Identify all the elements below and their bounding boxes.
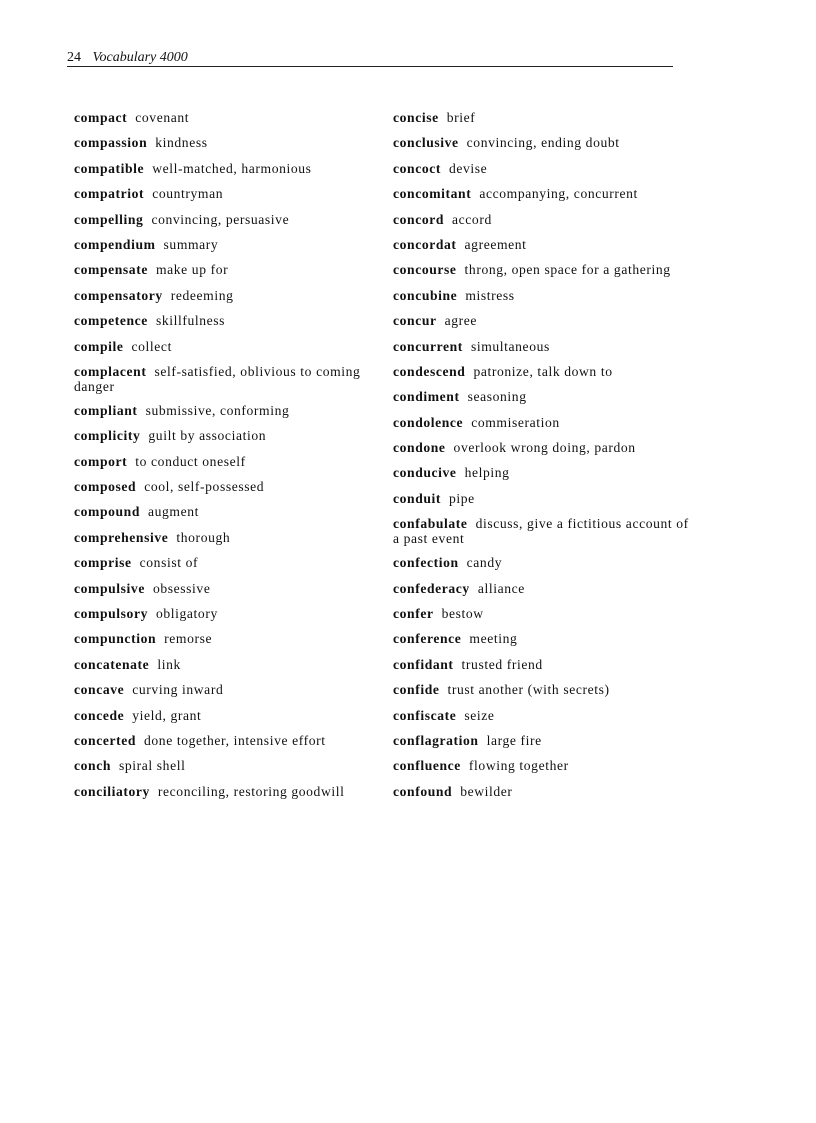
vocabulary-entry [393, 440, 693, 455]
entry-term: concurrent [393, 338, 463, 354]
vocabulary-entry [393, 758, 693, 773]
vocabulary-entry [393, 516, 693, 546]
entry-definition: covenant [135, 110, 190, 125]
entry-term: condone [393, 440, 446, 456]
vocabulary-entry [393, 415, 693, 430]
vocabulary-entry [393, 186, 693, 201]
entry-term: concordat [393, 236, 457, 252]
entry-term: compendium [74, 236, 156, 252]
entry-definition: submissive, conforming [145, 402, 290, 418]
entry-definition: devise [448, 160, 488, 176]
vocabulary-entry [74, 733, 374, 748]
vocabulary-entry [393, 237, 693, 252]
entry-definition: link [157, 656, 181, 672]
vocabulary-entry [393, 784, 693, 799]
entry-definition: make up for [155, 262, 229, 278]
entry-term: compassion [74, 135, 148, 151]
entry-term: compunction [74, 631, 157, 647]
entry-definition: bestow [441, 606, 484, 622]
vocabulary-entry [74, 784, 374, 799]
entry-term: concoct [393, 160, 441, 176]
right-column [393, 110, 693, 809]
entry-definition: curving inward [132, 682, 224, 698]
entry-term: compensatory [74, 287, 163, 303]
entry-definition: candy [466, 555, 503, 571]
entry-term: compatible [74, 160, 145, 176]
entry-definition: seize [464, 707, 495, 723]
entry-definition: bewilder [460, 783, 513, 799]
vocabulary-entry [74, 581, 374, 596]
vocabulary-entry [74, 364, 374, 394]
vocabulary-entry [393, 733, 693, 748]
vocabulary-entry [74, 262, 374, 277]
vocabulary-entry [74, 682, 374, 697]
vocabulary-entry [74, 161, 374, 176]
vocabulary-entry [393, 288, 693, 303]
entry-definition: convincing, persuasive [151, 211, 290, 227]
vocabulary-entry [74, 555, 374, 570]
vocabulary-entry [393, 606, 693, 621]
entry-definition: accord [452, 211, 492, 227]
vocabulary-entry [393, 389, 693, 404]
entry-term: compile [74, 338, 124, 354]
vocabulary-entry [74, 428, 374, 443]
entry-term: confidant [393, 656, 454, 672]
vocabulary-entry [74, 186, 374, 201]
vocabulary-entry [74, 479, 374, 494]
entry-definition: simultaneous [470, 338, 550, 354]
page-number: 24 [67, 50, 81, 65]
entry-term: compulsory [74, 606, 148, 622]
entry-term: compact [74, 110, 128, 125]
entry-definition: well-matched, harmonious [152, 160, 312, 176]
vocabulary-entry [393, 313, 693, 328]
entry-definition: thorough [176, 529, 231, 545]
entry-definition: trust another (with secrets) [447, 682, 610, 698]
vocabulary-entry [393, 631, 693, 646]
entry-definition: spiral shell [118, 758, 186, 774]
entry-term: conference [393, 631, 462, 647]
entry-term: confound [393, 783, 453, 799]
entry-definition: self-satisfied, oblivious to coming danger [74, 363, 361, 394]
entry-definition: seasoning [467, 389, 527, 405]
entry-term: condiment [393, 389, 460, 405]
entry-definition: patronize, talk down to [473, 363, 613, 379]
entry-definition: meeting [469, 631, 518, 647]
book-title: Vocabulary 4000 [92, 50, 188, 65]
entry-definition: guilt by association [148, 428, 267, 444]
entry-definition: agreement [464, 236, 527, 252]
vocabulary-entry [74, 212, 374, 227]
entry-definition: done together, intensive effort [144, 732, 326, 748]
vocabulary-entry [74, 657, 374, 672]
entry-term: complicity [74, 428, 141, 444]
entry-definition: remorse [164, 631, 213, 647]
entry-definition: accompanying, concurrent [479, 186, 638, 202]
entry-term: confluence [393, 758, 461, 774]
vocabulary-entry [393, 161, 693, 176]
vocabulary-entry [74, 631, 374, 646]
vocabulary-entry [393, 657, 693, 672]
entry-term: concede [74, 707, 125, 723]
vocabulary-entry [74, 313, 374, 328]
entry-term: compliant [74, 402, 138, 418]
entry-definition: pipe [449, 490, 475, 506]
entry-definition: skillfulness [155, 313, 226, 329]
entry-definition: obligatory [155, 606, 218, 622]
entry-term: confiscate [393, 707, 457, 723]
vocabulary-entry [74, 454, 374, 469]
entry-term: concise [393, 110, 439, 125]
entry-term: conflagration [393, 732, 479, 748]
entry-term: conducive [393, 465, 457, 481]
entry-definition: large fire [486, 732, 542, 748]
entry-definition: trusted friend [461, 656, 543, 672]
vocabulary-entry [393, 581, 693, 596]
entry-definition: alliance [477, 580, 525, 596]
entry-term: comprise [74, 555, 132, 571]
vocabulary-entry [74, 708, 374, 723]
entry-term: composed [74, 479, 137, 495]
entry-term: concur [393, 313, 437, 329]
entry-definition: overlook wrong doing, pardon [453, 440, 636, 456]
vocabulary-entry [74, 606, 374, 621]
entry-term: concave [74, 682, 125, 698]
vocabulary-entry [393, 262, 693, 277]
vocabulary-entry [393, 555, 693, 570]
entry-term: conduit [393, 490, 442, 506]
entry-term: complacent [74, 363, 147, 379]
entry-definition: throng, open space for a gathering [464, 262, 671, 278]
vocabulary-entry [393, 491, 693, 506]
entry-definition: yield, grant [132, 707, 202, 723]
vocabulary-entry [393, 110, 693, 125]
entry-term: compulsive [74, 580, 145, 596]
entry-term: condolence [393, 414, 464, 430]
vocabulary-entry [393, 339, 693, 354]
entry-definition: agree [444, 313, 478, 329]
vocabulary-entry [74, 237, 374, 252]
vocabulary-entry [74, 135, 374, 150]
entry-term: comprehensive [74, 529, 169, 545]
vocabulary-entry [393, 212, 693, 227]
entry-term: confederacy [393, 580, 470, 596]
entry-definition: consist of [139, 555, 199, 571]
entry-definition: collect [131, 338, 172, 354]
entry-term: concourse [393, 262, 457, 278]
entry-term: compensate [74, 262, 148, 278]
vocabulary-entry [74, 339, 374, 354]
entry-term: competence [74, 313, 148, 329]
entry-term: conclusive [393, 135, 459, 151]
entry-definition: commiseration [471, 414, 560, 430]
entry-term: conciliatory [74, 783, 150, 799]
entry-definition: redeeming [170, 287, 234, 303]
entry-definition: reconciling, restoring goodwill [157, 783, 345, 799]
vocabulary-entry [74, 758, 374, 773]
entry-term: condescend [393, 363, 466, 379]
entry-definition: summary [163, 236, 219, 252]
entry-definition: to conduct oneself [135, 453, 246, 469]
entry-term: concerted [74, 732, 137, 748]
vocabulary-entry [393, 135, 693, 150]
entry-term: conch [74, 758, 111, 774]
vocabulary-entry [74, 288, 374, 303]
entry-definition: flowing together [468, 758, 569, 774]
entry-definition: discuss, give a fictitious account of a past event [393, 516, 689, 547]
page-header [67, 50, 673, 67]
entry-term: confabulate [393, 516, 468, 532]
vocabulary-entry [393, 682, 693, 697]
vocabulary-entry [74, 504, 374, 519]
entry-definition: countryman [152, 186, 224, 202]
entry-definition: obsessive [152, 580, 211, 596]
vocabulary-entry [74, 110, 374, 125]
entry-term: confection [393, 555, 459, 571]
entry-definition: mistress [465, 287, 515, 303]
entry-definition: kindness [155, 135, 208, 151]
entry-term: compound [74, 504, 140, 520]
entry-term: concomitant [393, 186, 472, 202]
entry-definition: brief [446, 110, 476, 125]
entry-term: compelling [74, 211, 144, 227]
entry-term: concatenate [74, 656, 150, 672]
entry-term: comport [74, 453, 128, 469]
left-column [74, 110, 374, 809]
entry-term: compatriot [74, 186, 145, 202]
entry-term: concord [393, 211, 445, 227]
entry-definition: helping [464, 465, 510, 481]
entry-definition: cool, self-possessed [144, 479, 265, 495]
vocabulary-entry [74, 530, 374, 545]
vocabulary-entry [393, 465, 693, 480]
entry-term: confer [393, 606, 434, 622]
entry-term: concubine [393, 287, 458, 303]
entry-definition: convincing, ending doubt [466, 135, 620, 151]
entry-term: confide [393, 682, 440, 698]
vocabulary-entry [74, 403, 374, 418]
vocabulary-entry [393, 708, 693, 723]
entry-definition: augment [148, 504, 200, 520]
vocabulary-entry [393, 364, 693, 379]
